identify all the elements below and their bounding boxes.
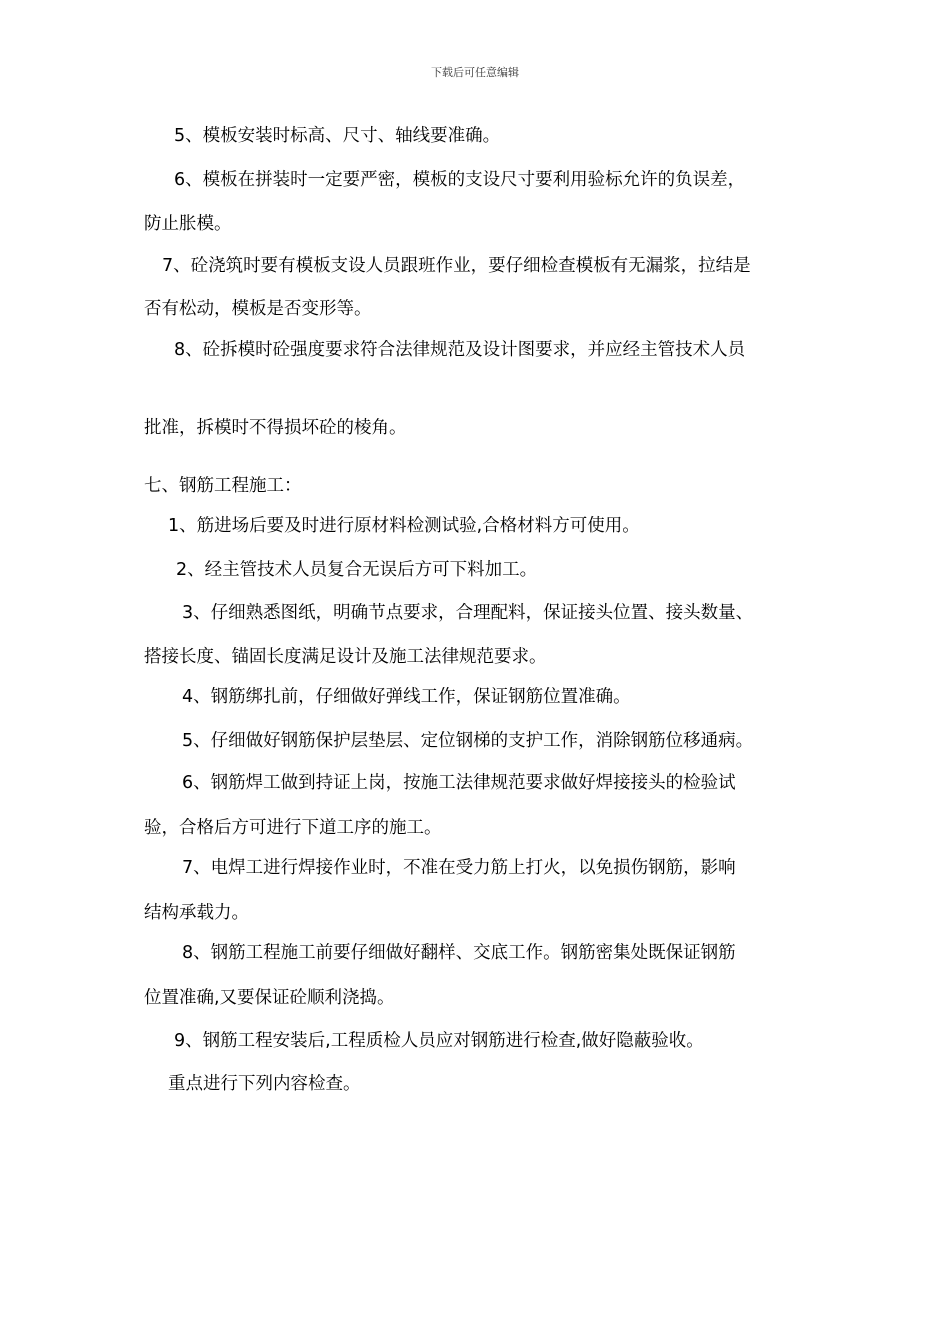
text-line: 8、钢筋工程施工前要仔细做好翻样、交底工作。钢筋密集处既保证钢筋 xyxy=(182,943,736,963)
text-line: 7、电焊工进行焊接作业时，不准在受力筋上打火，以免损伤钢筋，影响 xyxy=(182,858,736,878)
text-line: 验，合格后方可进行下道工序的施工。 xyxy=(144,818,442,838)
page-header: 下载后可任意编辑 xyxy=(431,66,519,79)
text-line: 3、仔细熟悉图纸，明确节点要求，合理配料，保证接头位置、接头数量、 xyxy=(182,603,754,623)
text-line: 9、钢筋工程安装后,工程质检人员应对钢筋进行检查,做好隐蔽验收。 xyxy=(174,1031,704,1051)
text-line: 6、模板在拼装时一定要严密，模板的支设尺寸要利用验标允许的负误差， xyxy=(174,170,746,190)
text-line: 重点进行下列内容检查。 xyxy=(168,1074,361,1094)
text-line: 位置准确,又要保证砼顺利浇捣。 xyxy=(144,988,395,1008)
text-line: 7、砼浇筑时要有模板支设人员跟班作业，要仔细检查模板有无漏浆，拉结是 xyxy=(162,256,751,276)
text-line: 防止胀模。 xyxy=(144,214,232,234)
section-heading: 七、钢筋工程施工： xyxy=(144,476,302,496)
text-line: 8、砼拆模时砼强度要求符合法律规范及设计图要求，并应经主管技术人员 xyxy=(174,340,746,360)
text-line: 6、钢筋焊工做到持证上岗，按施工法律规范要求做好焊接接头的检验试 xyxy=(182,773,736,793)
text-line: 结构承载力。 xyxy=(144,903,249,923)
text-line: 5、仔细做好钢筋保护层垫层、定位钢梯的支护工作，消除钢筋位移通病。 xyxy=(182,731,754,751)
text-line: 批准，拆模时不得损坏砼的棱角。 xyxy=(144,418,407,438)
text-line: 2、经主管技术人员复合无误后方可下料加工。 xyxy=(176,560,538,580)
text-line: 1、筋进场后要及时进行原材料检测试验,合格材料方可使用。 xyxy=(168,516,640,536)
text-line: 否有松动，模板是否变形等。 xyxy=(144,299,372,319)
text-line: 5、模板安装时标高、尺寸、轴线要准确。 xyxy=(174,126,501,146)
text-line: 搭接长度、锚固长度满足设计及施工法律规范要求。 xyxy=(144,647,547,667)
text-line: 4、钢筋绑扎前，仔细做好弹线工作，保证钢筋位置准确。 xyxy=(182,687,631,707)
